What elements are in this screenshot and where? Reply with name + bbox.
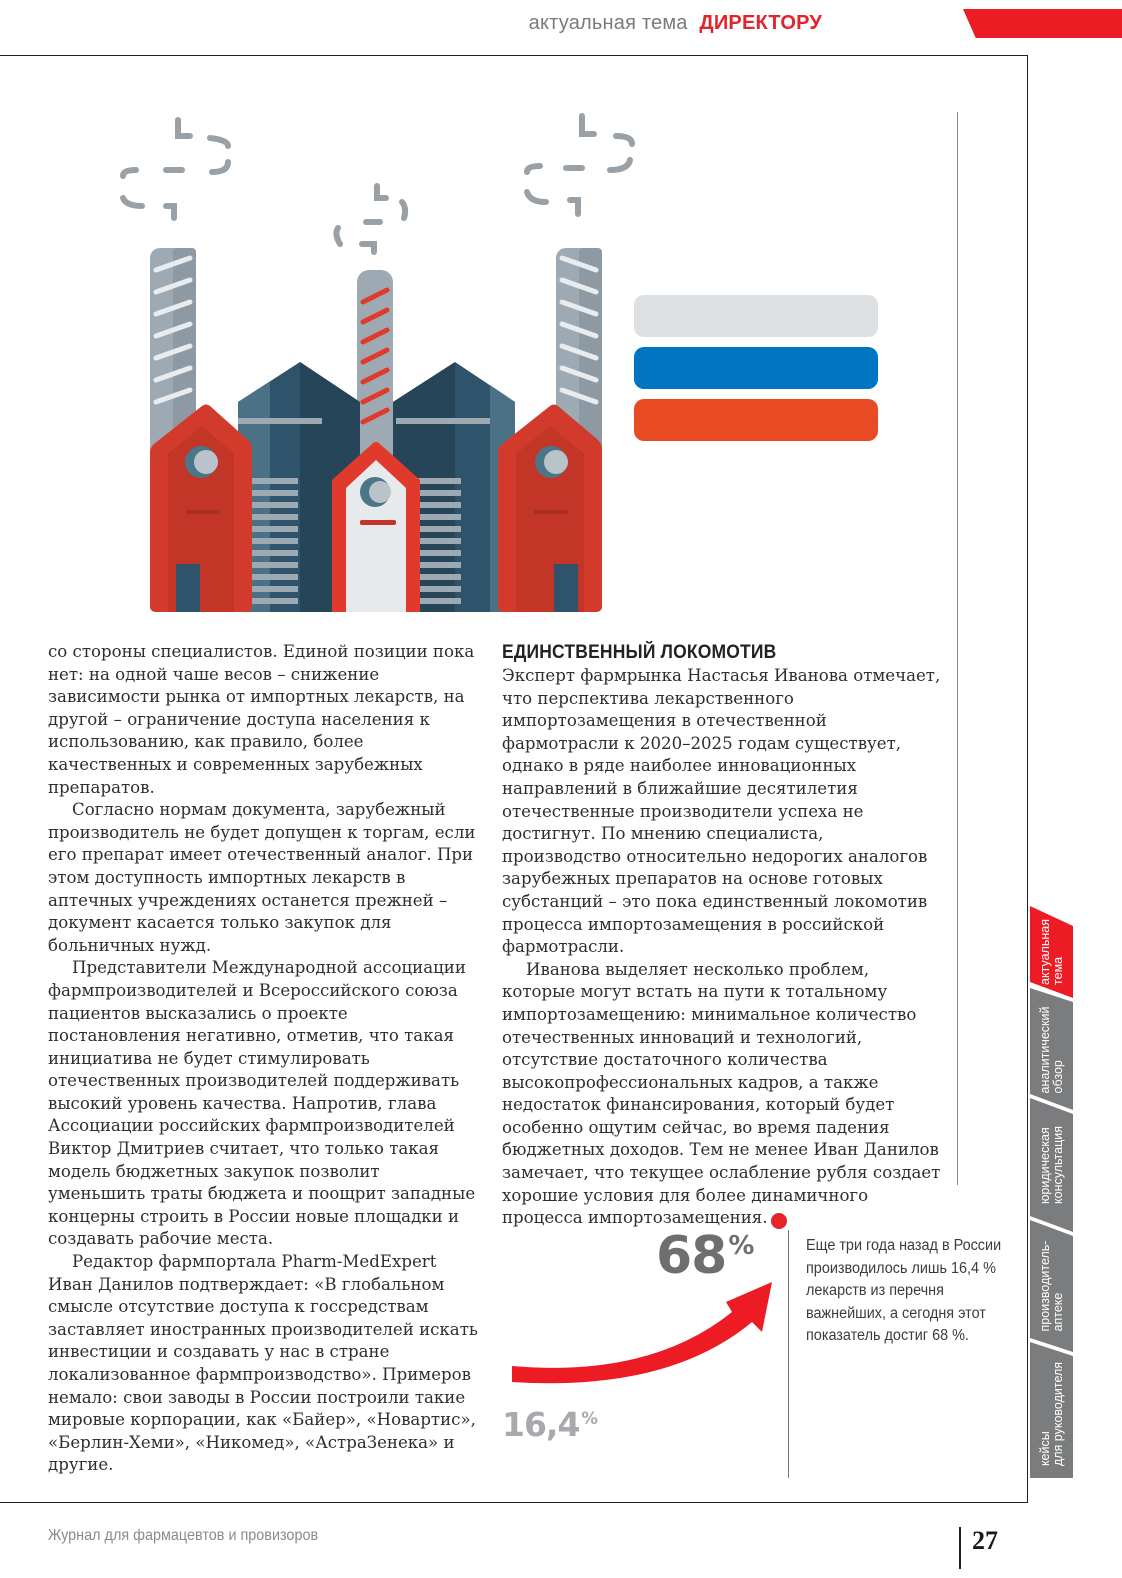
house-red-left bbox=[150, 405, 252, 613]
section-subheading: ЕДИНСТВЕННЫЙ ЛОКОМОТИВ bbox=[502, 642, 777, 663]
page-number: 27 bbox=[972, 1526, 998, 1555]
footer-journal-title: Журнал для фармацевтов и провизоров bbox=[48, 1527, 319, 1544]
paragraph: Редактор фармпортала Pharm-MedExpert Иван Данилов подтверждает: «В глобальном смысле отсутствие доступа к госсредствам заставляет иностранных производителей искать инвестиции и создавать у нас в стране локализованное фармпроизводство». Примеров немало: свои заводы в России построили такие мировые корпорации, как «Байер», «Новартис», «Берлин-Хеми», «Никомед», «АстраЗенека» и другие. bbox=[48, 1252, 478, 1475]
footer-rule bbox=[959, 1527, 961, 1569]
house-red-right bbox=[498, 405, 602, 613]
right-column bbox=[502, 641, 942, 1230]
callout-rule bbox=[788, 1230, 789, 1478]
stat-end-unit: % bbox=[728, 1230, 754, 1261]
side-tab-analytical-review[interactable]: аналитический обзор bbox=[1037, 1006, 1065, 1094]
smoke-icon bbox=[123, 116, 632, 252]
stat-start-number: 16,4 bbox=[502, 1405, 580, 1444]
left-column bbox=[48, 641, 480, 1477]
header-section-label: актуальная тема bbox=[528, 12, 688, 34]
stat-end-number: 68 bbox=[656, 1226, 727, 1286]
russian-flag-icon bbox=[634, 295, 878, 441]
end-of-article-icon: ✕ bbox=[771, 1213, 787, 1229]
paragraph: со стороны специалистов. Единой позиции пока нет: на одной чаше весов – снижение зависимости рынка от импортных лекарств, на другой – ограничение доступа населения к использованию, как правило, более качественных и современных зарубежных препаратов. bbox=[48, 642, 475, 797]
running-header bbox=[529, 12, 822, 35]
column-rule bbox=[957, 112, 958, 1185]
header-accent-band bbox=[963, 9, 1122, 38]
flag-stripe-white bbox=[634, 295, 878, 337]
flag-stripe-blue bbox=[634, 347, 878, 389]
paragraph: Эксперт фармрынка Настасья Иванова отмечает, что перспектива лекарственного импортозамещения в отечественной фармотрасли к 2020–2025 годам существует, однако в ряде наиболее инновационных направлений в ближайшие десятилетия отечественные производители успеха не достигнут. По мнению специалиста, производство относительно недорогих аналогов зарубежных препаратов на основе готовых субстанций – это пока единственный локомотив процесса импортозамещения в российской фармотрасли. bbox=[502, 666, 941, 957]
side-tab-cases-for-managers[interactable]: кейсы для руководителя bbox=[1037, 1361, 1065, 1467]
flag-stripe-red bbox=[634, 399, 878, 441]
infographic-caption: Еще три года назад в России производилось лишь 16,4 % лекарств из перечня важнейших, а сегодня этот показатель достиг 68 %. bbox=[806, 1237, 1002, 1344]
paragraph: Согласно нормам документа, зарубежный производитель не будет допущен к торгам, если его препарат имеет отечественный аналог. При этом доступность импортных лекарств в аптечных учреждениях останется прежней – документ касается только закупок для больничных нужд. bbox=[48, 800, 476, 955]
paragraph: Представители Международной ассоциации фармпроизводителей и Всероссийского союза пациентов высказались о проекте постановления негативно, отметив, что такая инициатива не будет стимулировать отечественных производителей поддерживать высокий уровень качества. Напротив, глава Ассоциации российских фармпроизводителей Виктор Дмитриев считает, что только такая модель бюджетных закупок позволит уменьшить траты бюджета и поощрит западные концерны строить в России новые площадки и создавать рабочие места. bbox=[48, 958, 476, 1249]
side-tab-current-topic[interactable]: актуальная тема bbox=[1037, 919, 1065, 985]
factory-illustration bbox=[110, 100, 900, 620]
paragraph-with-end-mark bbox=[502, 959, 942, 1230]
side-tab-legal-consultation[interactable]: юридическая консультация bbox=[1037, 1126, 1065, 1204]
stat-start-value bbox=[502, 1405, 597, 1444]
section-side-tabs bbox=[1030, 898, 1073, 1478]
paragraph: Иванова выделяет несколько проблем, которые могут встать на пути к тотальному импортозамещению: минимальное количество отечественных инноваций и технологий, отсутствие достаточного количества высокопрофессиональных кадров, а также недостаток финансирования, который будет особенно ощутим сейчас, во время падения бюджетных доходов. Тем не менее Иван Данилов замечает, что текущее ослабление рубля создает хорошие условия для более динамичного процесса импортозамещения. bbox=[502, 959, 941, 1228]
stat-start-unit: % bbox=[581, 1408, 597, 1428]
header-brand: ДИРЕКТОРУ bbox=[699, 12, 822, 34]
side-tab-manufacturer-to-pharmacy[interactable]: производитель- аптеке bbox=[1037, 1240, 1065, 1332]
growth-arrow-icon bbox=[500, 1270, 790, 1400]
